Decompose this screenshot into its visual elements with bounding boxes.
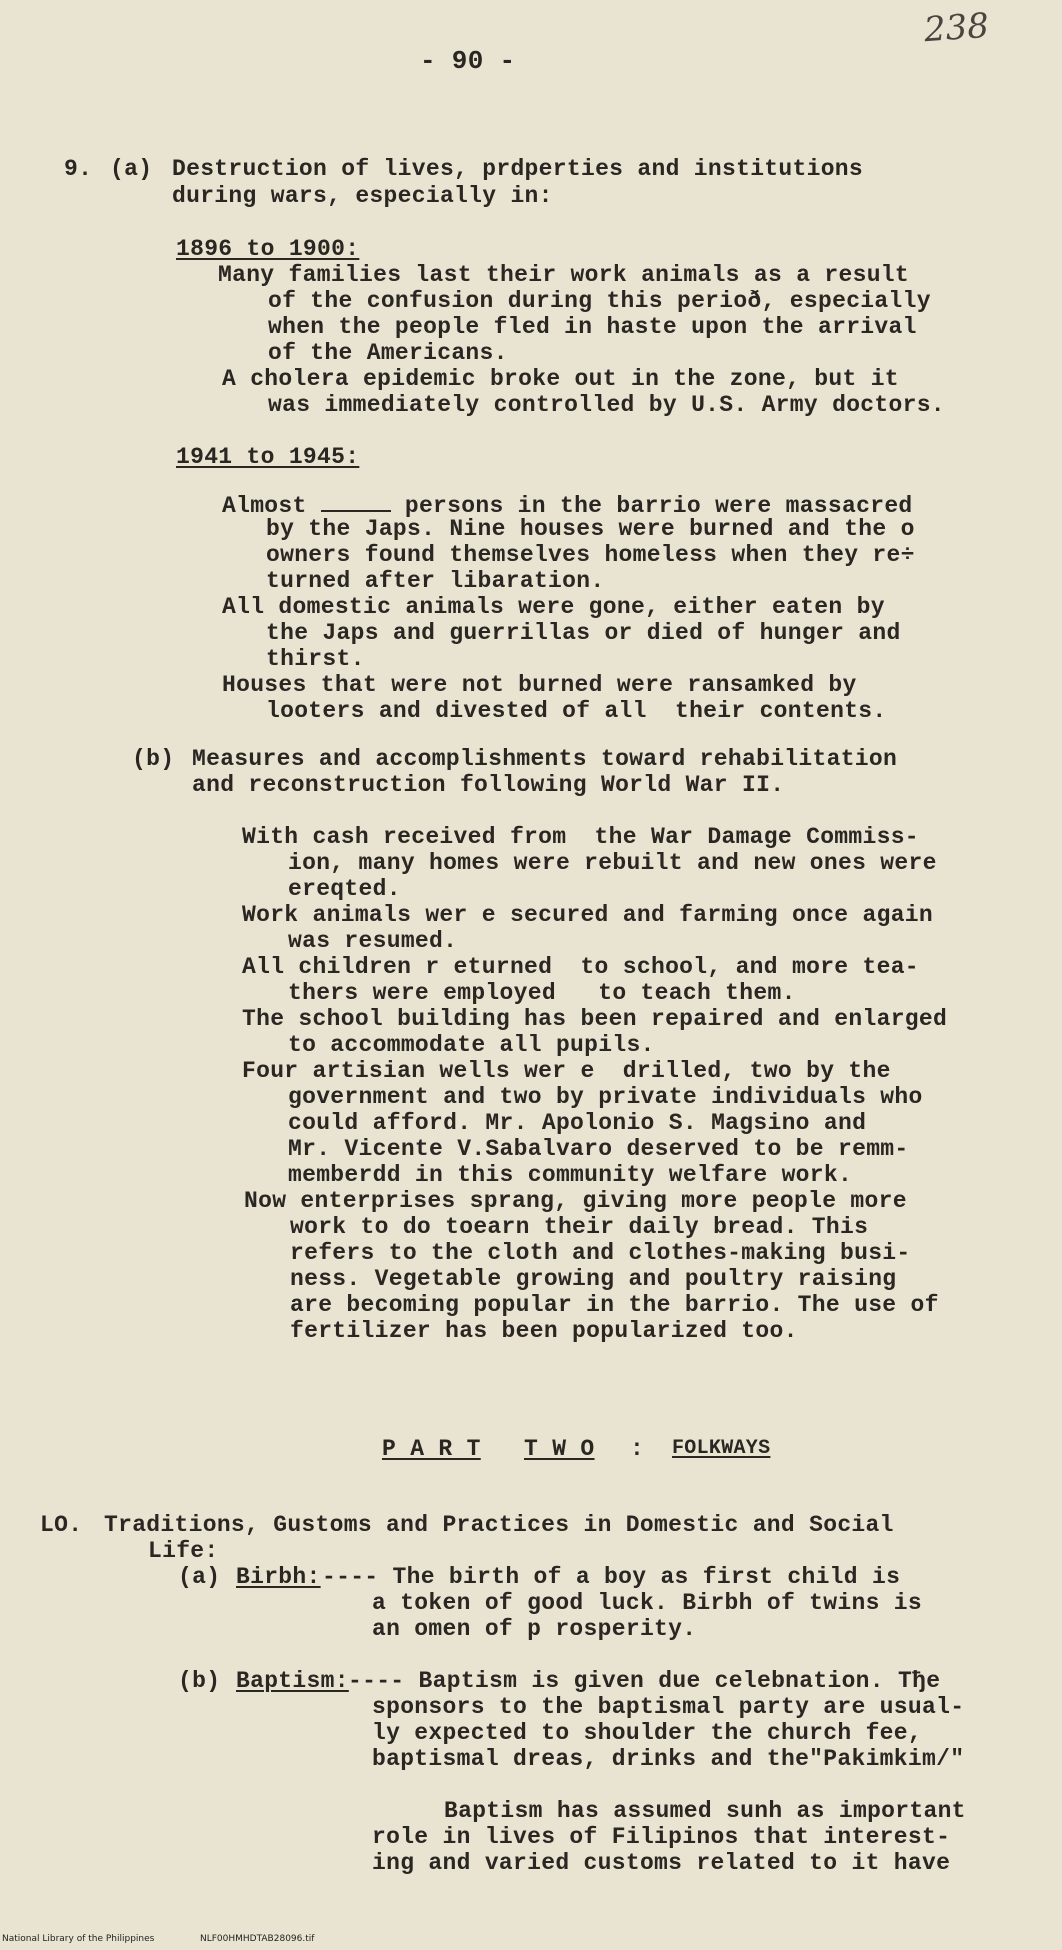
birth-line: a token of good luck. Birbh of twins is: [372, 1590, 922, 1616]
rehab-line: was resumed.: [288, 928, 458, 954]
section-10-heading-line2: Life:: [148, 1538, 219, 1564]
section-10-heading-line1: Traditions, Gustoms and Practices in Domestic and Social: [104, 1512, 894, 1538]
rehab-line: refers to the cloth and clothes-making busi-: [290, 1240, 911, 1266]
period-1941-line: the Japs and guerrillas or died of hunger and: [266, 620, 901, 646]
baptism-paragraph-line: ing and varied customs related to it have: [372, 1850, 951, 1876]
handwritten-page-number: 238: [922, 5, 991, 51]
baptism-paragraph-line: role in lives of Filipinos that interest-: [372, 1824, 951, 1850]
birth-line: ---- The birth of a boy as first child is: [322, 1564, 901, 1590]
page-number: - 90 -: [420, 46, 516, 76]
section-9a-heading-line2: during wars, especially in:: [172, 183, 553, 209]
birth-term: Birbh:: [236, 1564, 321, 1590]
rehab-line: are becoming popular in the barrio. The use of: [290, 1292, 939, 1318]
period-1941-line: owners found themselves homeless when they re÷: [266, 542, 915, 568]
rehab-line: All children r eturned to school, and more tea-: [242, 954, 919, 980]
baptism-term: Baptism:: [236, 1668, 349, 1694]
footer-filename: NLF00HMHDTAB28096.tif: [200, 1934, 315, 1944]
rehab-line: memberdd in this community welfare work.: [288, 1162, 853, 1188]
section-9-number: 9.: [64, 156, 93, 182]
section-9b-heading-line1: Measures and accomplishments toward rehabilitation: [192, 746, 898, 772]
folkways-heading: FOLKWAYS: [672, 1437, 771, 1460]
period-1896-heading: 1896 to 1900:: [176, 236, 360, 262]
period-1941-almost-line: [222, 490, 913, 519]
two-label: T W O: [524, 1436, 595, 1462]
rehab-line: Work animals wer e secured and farming once again: [242, 902, 934, 928]
rehab-line: Four artisian wells wer e drilled, two by the: [242, 1058, 891, 1084]
birth-line: an omen of p rosperity.: [372, 1616, 697, 1642]
birth-label: (a): [178, 1564, 221, 1590]
rehab-line: to accommodate all pupils.: [288, 1032, 655, 1058]
part-colon: :: [630, 1436, 645, 1462]
period-1941-line: All domestic animals were gone, either eaten by: [222, 594, 885, 620]
rehab-line: Mr. Vicente V.Sabalvaro deserved to be remm-: [288, 1136, 909, 1162]
rehab-line: fertilizer has been popularized too.: [290, 1318, 798, 1344]
almost-text: Almost: [222, 493, 307, 519]
period-1896-line: was immediately controlled by U.S. Army doctors.: [268, 392, 945, 418]
baptism-line: baptismal dreas, drinks and the"Pakimkim/": [372, 1746, 965, 1772]
rehab-line: ion, many homes were rebuilt and new ones were: [288, 850, 937, 876]
period-1941-line: by the Japs. Nine houses were burned and the o: [266, 516, 915, 542]
period-1941-line: looters and divested of all their contents.: [266, 698, 887, 724]
period-1896-line: when the people fled in haste upon the arrival: [268, 314, 917, 340]
period-1941-line: thirst.: [266, 646, 365, 672]
rehab-line: The school building has been repaired and enlarged: [242, 1006, 948, 1032]
period-1896-line: of the confusion during this perioð, especially: [268, 288, 931, 314]
rehab-line: government and two by private individuals who: [288, 1084, 923, 1110]
section-9b-label: (b): [132, 746, 175, 772]
rehab-line: ereqted.: [288, 876, 401, 902]
rehab-line: work to do toearn their daily bread. This: [290, 1214, 869, 1240]
rehab-line: Now enterprises sprang, giving more people more: [244, 1188, 907, 1214]
period-1896-line: A cholera epidemic broke out in the zone, but it: [222, 366, 899, 392]
baptism-label: (b): [178, 1668, 221, 1694]
baptism-line: sponsors to the baptismal party are usual-: [372, 1694, 965, 1720]
rehab-line: could afford. Mr. Apolonio S. Magsino and: [288, 1110, 867, 1136]
period-1896-line: Many families last their work animals as a result: [218, 262, 910, 288]
section-9a-heading-line1: Destruction of lives, prdperties and institutions: [172, 156, 864, 182]
rehab-line: ness. Vegetable growing and poultry raising: [290, 1266, 897, 1292]
rehab-line: With cash received from the War Damage Commiss-: [242, 824, 919, 850]
period-1941-line: turned after libaration.: [266, 568, 605, 594]
baptism-line: ly expected to shoulder the church fee,: [372, 1720, 922, 1746]
part-label: P A R T: [382, 1436, 481, 1462]
footer-library: National Library of the Philippines: [2, 1934, 155, 1944]
rehab-line: thers were employed to teach them.: [288, 980, 796, 1006]
section-10-number: LO.: [40, 1512, 83, 1538]
almost-rest: persons in the barrio were massacred: [404, 493, 913, 519]
section-9b-heading-line2: and reconstruction following World War II.: [192, 772, 785, 798]
baptism-line: ---- Baptism is given due celebnation. Tђe: [348, 1668, 941, 1694]
blank-line: [321, 490, 391, 512]
period-1896-line: of the Americans.: [268, 340, 508, 366]
period-1941-line: Houses that were not burned were ransamked by: [222, 672, 857, 698]
period-1941-heading: 1941 to 1945:: [176, 444, 360, 470]
section-9a-label: (a): [110, 156, 153, 182]
baptism-paragraph-line: Baptism has assumed sunh as important: [444, 1798, 966, 1824]
